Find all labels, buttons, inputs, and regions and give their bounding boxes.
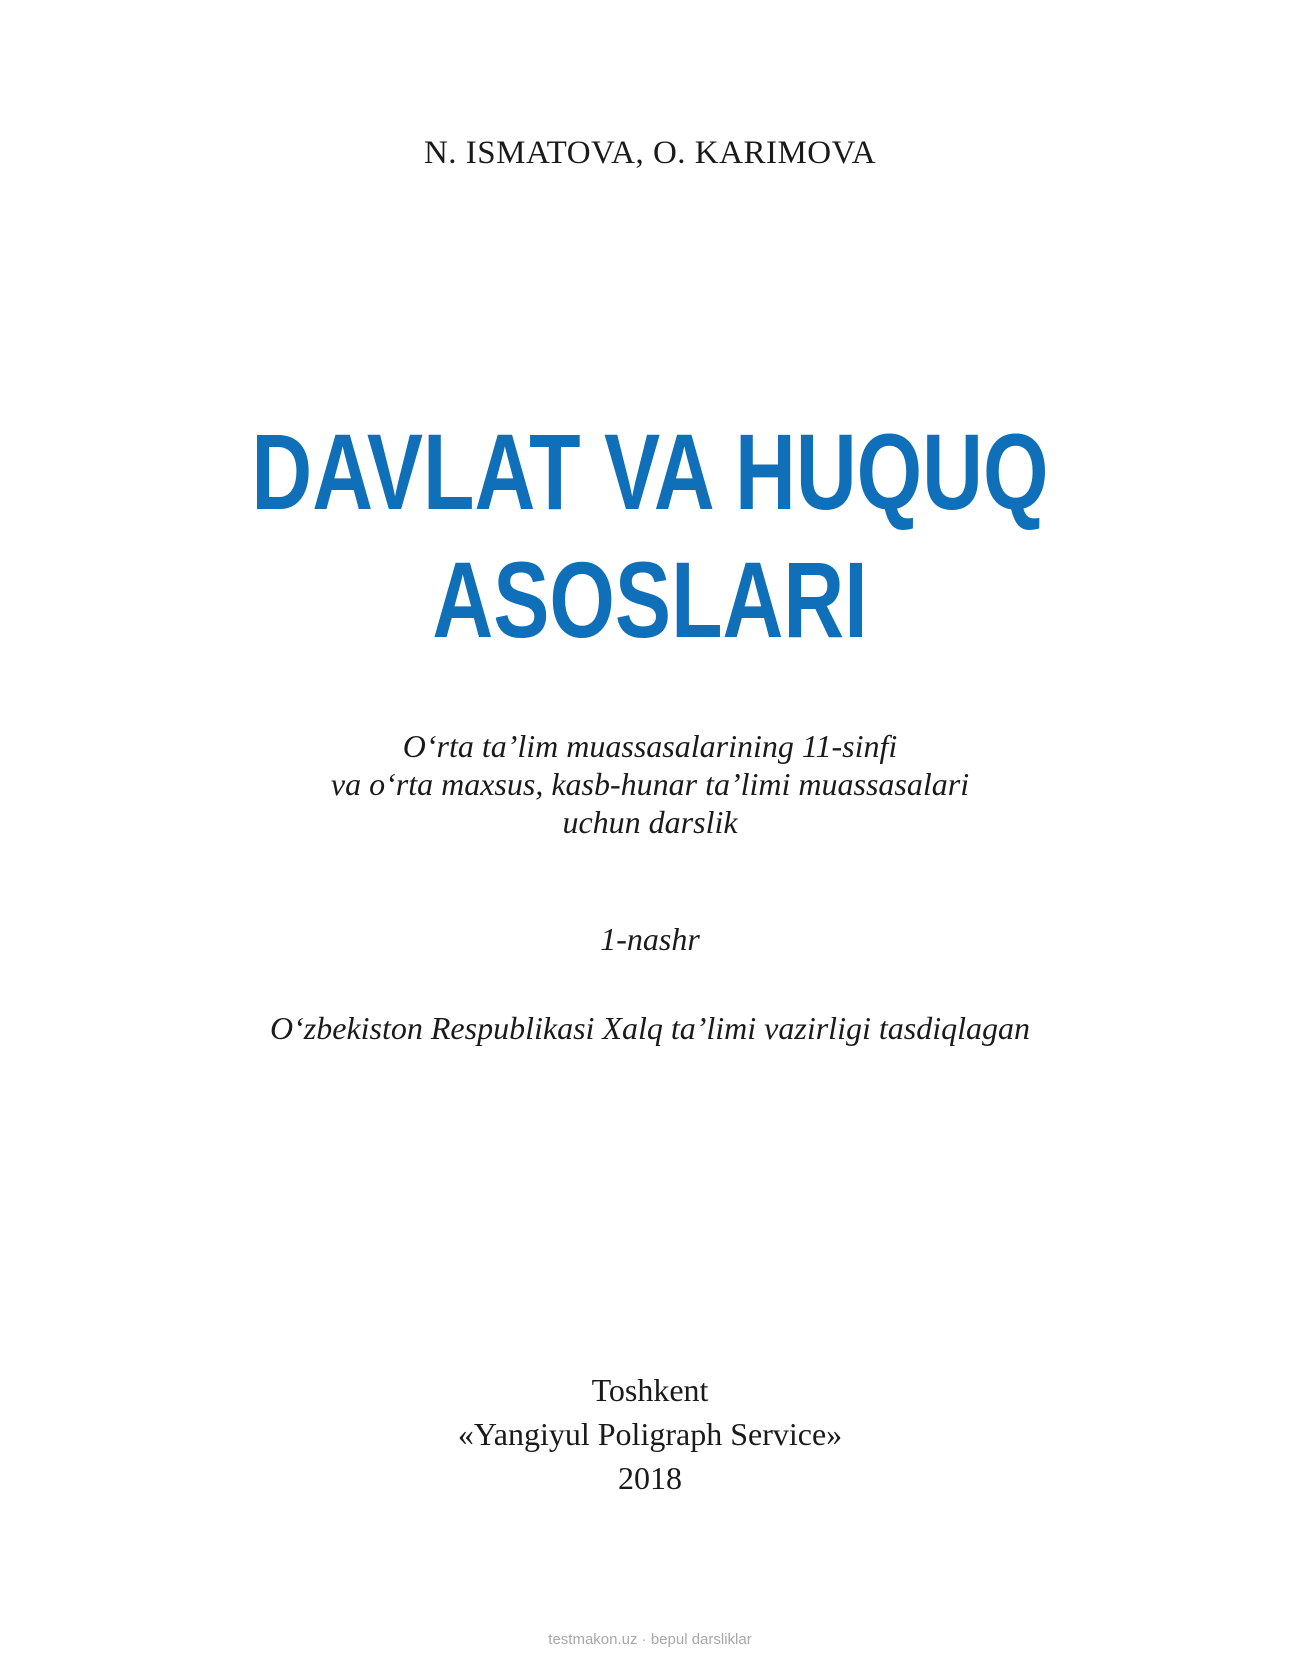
imprint-year: 2018 bbox=[618, 1460, 682, 1496]
book-title bbox=[143, 408, 1157, 664]
subtitle-line-3: uchun darslik bbox=[562, 804, 738, 840]
watermark-footer: testmakon.uz · bepul darsliklar bbox=[548, 1631, 752, 1648]
imprint-city: Toshkent bbox=[591, 1372, 709, 1408]
book-title-line-2: ASOSLARI bbox=[432, 539, 868, 660]
approval-note: O‘zbekiston Respublikasi Xalq ta’limi vazirligi tasdiqlagan bbox=[270, 1010, 1030, 1046]
imprint-publisher: «Yangiyul Poligraph Service» bbox=[457, 1416, 843, 1452]
authors: N. ISMATOVA, O. KARIMOVA bbox=[423, 135, 877, 171]
subtitle-line-1: O‘rta ta’lim muassasalarining 11-sinfi bbox=[402, 728, 898, 764]
edition: 1-nashr bbox=[600, 921, 700, 957]
imprint bbox=[0, 1368, 1300, 1500]
book-title-line-1: DAVLAT VA HUQUQ bbox=[251, 411, 1049, 532]
subtitle-line-2: va o‘rta maxsus, kasb-hunar ta’limi muassasalari bbox=[330, 766, 970, 802]
book-subtitle bbox=[0, 727, 1300, 841]
